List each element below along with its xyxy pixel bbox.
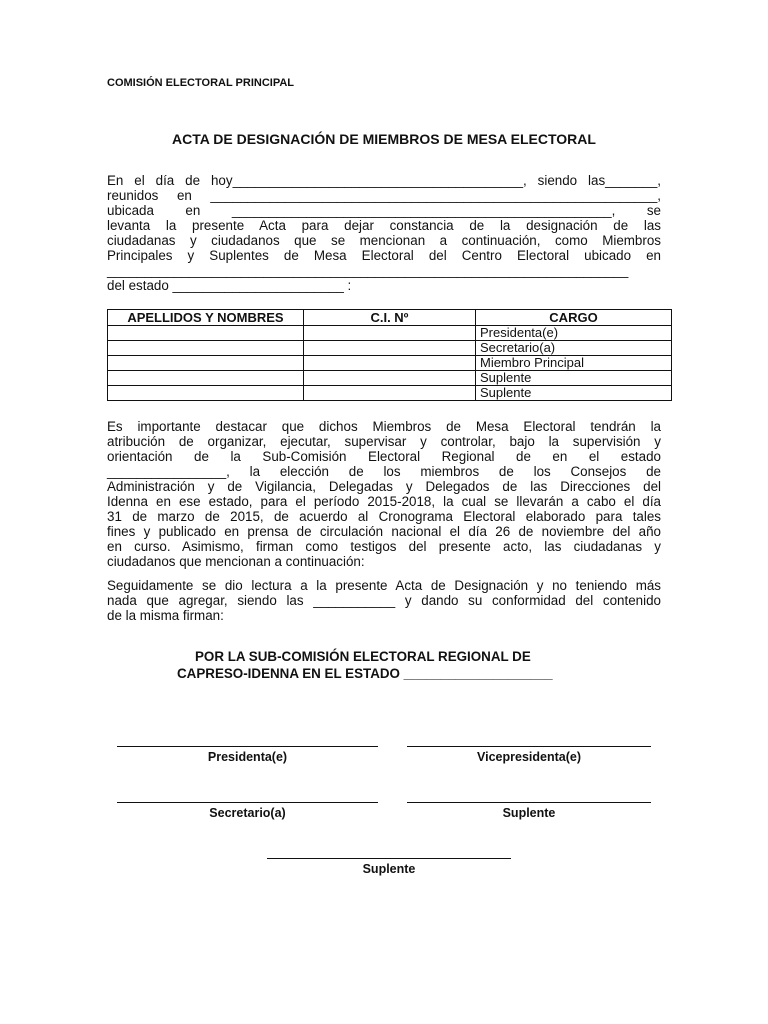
signature-suplente-2 [267, 858, 511, 876]
text-line: ______________________________________________________________________ [107, 263, 629, 278]
body-paragraph [107, 419, 661, 569]
signature-heading-line: POR LA SUB-COMISIÓN ELECTORAL REGIONAL DE [195, 649, 531, 664]
signature-vicepresidenta [407, 746, 651, 764]
ci-cell[interactable] [303, 386, 475, 401]
cargo-cell: Suplente [475, 371, 671, 386]
text-line: levanta la presente Acta para dejar constancia de la designación de las [107, 218, 661, 233]
names-cell[interactable] [108, 371, 304, 386]
members-table [107, 309, 672, 401]
text-line: atribución de organizar, ejecutar, supervisar y controlar, bajo la supervisión y [107, 434, 661, 449]
text-line: en curso. Asimismo, firman como testigos del presente acto, las ciudadanas y [107, 539, 661, 554]
text-line: orientación de la Sub-Comisión Electoral Regional de en el estado [107, 449, 661, 464]
text-line: 31 de marzo de 2015, de acuerdo al Cronograma Electoral elaborado para tales [107, 509, 661, 524]
document-title: ACTA DE DESIGNACIÓN DE MIEMBROS DE MESA ELECTORAL [172, 131, 596, 147]
table-header-row [108, 310, 672, 326]
signature-label: Vicepresidenta(e) [477, 750, 581, 764]
text-line: Es importante destacar que dichos Miembros de Mesa Electoral tendrán la [107, 419, 661, 434]
table-row [108, 326, 672, 341]
signature-heading [177, 648, 553, 682]
names-cell[interactable] [108, 341, 304, 356]
text-line: Seguidamente se dio lectura a la presente Acta de Designación y no teniendo más [107, 578, 661, 593]
cargo-cell: Secretario(a) [475, 341, 671, 356]
text-line: nada que agregar, siendo las ___________ y dando su conformidad del contenido [107, 593, 661, 608]
signature-line[interactable] [407, 802, 651, 803]
text-line: ciudadanas y ciudadanos que se mencionan a continuación, como Miembros [107, 233, 661, 248]
column-header-names: APELLIDOS Y NOMBRES [108, 310, 304, 326]
signature-line[interactable] [117, 802, 378, 803]
signature-label: Suplente [362, 862, 416, 876]
intro-paragraph [107, 173, 661, 293]
text-line: reunidos en ____________________________________________________________, [107, 188, 661, 203]
cargo-cell: Miembro Principal [475, 356, 671, 371]
table-row [108, 341, 672, 356]
closing-paragraph [107, 578, 661, 623]
names-cell[interactable] [108, 386, 304, 401]
signature-line[interactable] [407, 746, 651, 747]
signature-label: Secretario(a) [209, 806, 286, 820]
text-line: Principales y Suplentes de Mesa Electoral del Centro Electoral ubicado en [107, 248, 661, 263]
signature-label: Presidenta(e) [207, 750, 288, 764]
table-row [108, 386, 672, 401]
table-row [108, 356, 672, 371]
table-row [108, 371, 672, 386]
signature-presidenta [117, 746, 378, 764]
text-line: Administración y de Vigilancia, Delegadas y Delegados de las Direcciones del [107, 479, 661, 494]
names-cell[interactable] [108, 326, 304, 341]
text-line: Idenna en ese estado, para el período 2015-2018, la cual se llevarán a cabo el día [107, 494, 661, 509]
ci-cell[interactable] [303, 371, 475, 386]
signature-heading-line: CAPRESO-IDENNA EN EL ESTADO ____________________ [177, 666, 553, 681]
column-header-cargo: CARGO [475, 310, 671, 326]
cargo-cell: Presidenta(e) [475, 326, 671, 341]
ci-cell[interactable] [303, 326, 475, 341]
signature-label: Suplente [502, 806, 556, 820]
text-line: de la misma firman: [107, 608, 224, 623]
column-header-ci: C.I. Nº [303, 310, 475, 326]
signature-line[interactable] [267, 858, 511, 859]
text-line: del estado _______________________ : [107, 278, 352, 293]
ci-cell[interactable] [303, 341, 475, 356]
signature-secretario [117, 802, 378, 820]
organization-name: COMISIÓN ELECTORAL PRINCIPAL [107, 77, 295, 89]
cargo-cell: Suplente [475, 386, 671, 401]
text-line: ciudadanos que mencionan a continuación: [107, 554, 365, 569]
signature-line[interactable] [117, 746, 378, 747]
names-cell[interactable] [108, 356, 304, 371]
ci-cell[interactable] [303, 356, 475, 371]
signature-suplente-1 [407, 802, 651, 820]
text-line: En el día de hoy_______________________________________, siendo las_______, [107, 173, 661, 188]
text-line: ________________, la elección de los miembros de los Consejos de [107, 464, 661, 479]
text-line: fines y publicado en prensa de circulación nacional el día 26 de noviembre del año [107, 524, 661, 539]
text-line: ubicada en ___________________________________________________, se [107, 203, 661, 218]
